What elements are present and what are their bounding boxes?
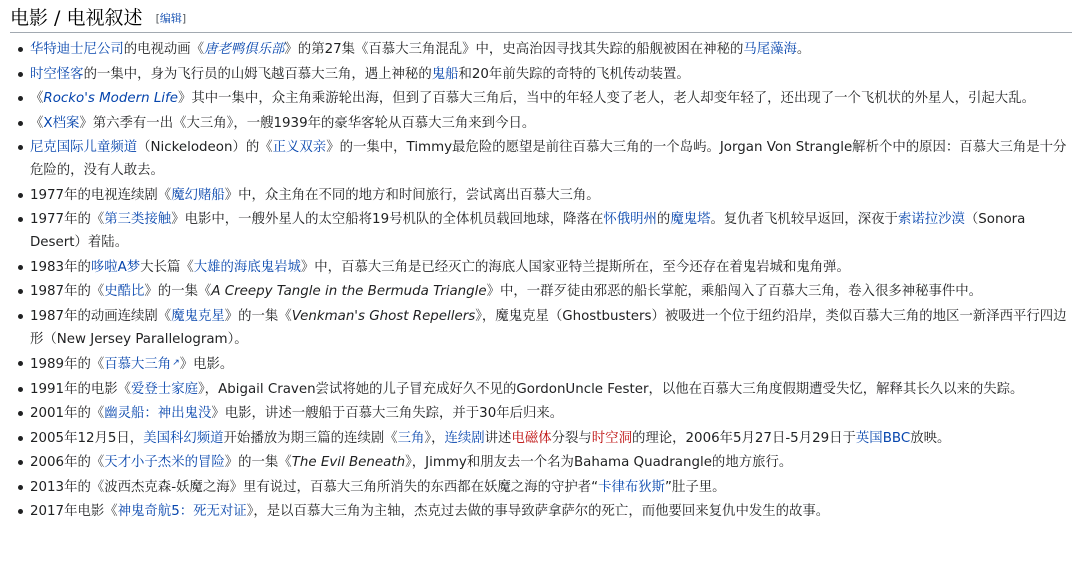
list-item-text: 《	[30, 115, 44, 131]
list-item-text: 分裂与	[551, 430, 592, 446]
list-item	[0, 63, 1070, 86]
wiki-link[interactable]: 卡律布狄斯	[598, 479, 666, 495]
list-item-text: 2013年的《波西杰克森-妖魔之海》里有说过，百慕大三角所消失的东西都在妖魔之海的守护者“	[30, 479, 599, 495]
list-item-text: 1989年的《	[30, 357, 105, 372]
list-item-text: 》的第27集《百慕大三角混乱》中，史高治因寻找其失踪的船舰被困在神秘的	[284, 42, 744, 57]
wiki-link[interactable]: 连续剧	[444, 430, 485, 446]
wiki-link[interactable]: 神鬼奇航5：死无对证	[117, 504, 247, 519]
wiki-link[interactable]: 时空洞	[591, 430, 632, 446]
list-item-text: 和20年前失踪的奇特的飞机传动装置。	[458, 66, 690, 82]
list-item-text: 的一集中，身为飞行员的山姆飞越百慕大三角，遇上神秘的	[83, 66, 432, 82]
list-item-text: The Evil Beneath	[291, 455, 406, 470]
list-item	[0, 402, 1070, 425]
wiki-link[interactable]: 爱登士家庭	[131, 381, 198, 397]
list-item-text: （Nickelodeon）的《	[137, 140, 273, 155]
list-item-text: ”肚子里。	[665, 479, 726, 495]
list-item	[0, 500, 1070, 523]
wiki-link[interactable]: 魔鬼克星	[171, 308, 225, 324]
list-item-text: 1977年的《	[30, 212, 105, 227]
list-item-text: 》中，一群歹徒由邪恶的船长掌舵，乘船闯入了百慕大三角，卷入很多神秘事件中。	[486, 284, 983, 299]
wiki-link[interactable]: 第三类接触	[104, 212, 172, 227]
list-item-text: 的理论，2006年5月27日-5月29日于	[631, 430, 856, 446]
list-item-text: 的电视动画	[123, 42, 191, 57]
list-item-text: 》，Abigail Craven尝试将她的儿子冒充成好久不见的GordonUncle Fester，以他在百慕大三角度假期遭受失忆，解释其长久以来的失踪。	[197, 381, 1024, 397]
list-item-text: 》，Jimmy和朋友去一个名为Bahama Quadrangle的地方旅行。	[405, 455, 793, 470]
edit-section	[156, 12, 187, 25]
list-item-text: Venkman's Ghost Repellers	[291, 308, 476, 324]
list-item-text: 》的一集《	[224, 455, 292, 470]
list-item-text: 》电影。	[179, 357, 234, 372]
wiki-link[interactable]: 大雄的海底鬼岩城	[193, 259, 301, 275]
section-title: 电影 / 电视叙述	[10, 7, 143, 29]
list-item-text: 2001年的《	[30, 406, 105, 421]
list-item-text: 》电影，讲述一艘船于百慕大三角失踪，并于30年后归来。	[211, 406, 564, 421]
wiki-link[interactable]: 时空怪客	[30, 66, 84, 82]
wiki-link[interactable]: 哆啦A梦	[90, 259, 141, 275]
list-item-text: 》的一集《	[144, 284, 212, 299]
list-item	[0, 476, 1070, 499]
list-item-text: 的	[656, 212, 671, 227]
wiki-link[interactable]: 天才小子杰米的冒险	[104, 455, 225, 470]
wiki-link[interactable]: 唐老鸭俱乐部	[204, 42, 285, 57]
list-item-text: 2006年的《	[30, 455, 105, 470]
list-item-text: 2017年电影《	[30, 504, 118, 519]
wiki-link[interactable]: 鬼船	[431, 66, 459, 82]
list-item-text: 》，	[424, 430, 445, 446]
list-item-text: 1991年的电影《	[30, 381, 132, 397]
list-item-text: 》第六季有一出《大三角》，一艘1939年的豪华客轮从百慕大三角来到今日。	[79, 115, 536, 131]
list-item-text: 1987年的《	[30, 284, 105, 299]
list-item-text: 大长篇《	[140, 259, 194, 275]
list-item	[0, 38, 1070, 61]
list-item	[0, 352, 1070, 376]
list-item-text: 《	[190, 42, 205, 57]
wiki-link[interactable]: BBC	[882, 430, 911, 446]
list-item	[0, 451, 1070, 474]
list-item-text: 《	[30, 91, 44, 106]
wiki-link[interactable]: 电磁体	[511, 430, 552, 446]
list-item-text: 开始播放为期三篇的连续剧《	[223, 430, 398, 446]
list-item-text: A Creepy Tangle in the Bermuda Triangle	[211, 284, 487, 299]
list-item-text: 1983年的	[30, 259, 91, 275]
wiki-link[interactable]: 美国科幻频道	[143, 430, 224, 446]
list-item-text: 》中，众主角在不同的地方和时间旅行，尝试离出百慕大三角。	[224, 187, 600, 203]
list-item	[0, 305, 1070, 351]
list-item	[0, 184, 1070, 207]
wiki-link[interactable]: 百慕大三角 ↗	[104, 357, 180, 372]
media-list	[0, 38, 1070, 525]
wiki-link[interactable]: 三角	[397, 430, 425, 446]
wiki-link[interactable]: 华特迪士尼公司	[30, 42, 124, 57]
list-item	[0, 280, 1070, 303]
list-item-text: 》，是以百慕大三角为主轴，杰克过去做的事导致萨拿萨尔的死亡，而他要回来复仇中发生的故事。	[246, 504, 830, 519]
list-item	[0, 112, 1070, 135]
list-item-text: 》，魔鬼克星（Ghostbusters）被吸进一个位于纽约沿岸，类似百慕大三角的地区一新泽西平行四边形（New Jersey Parallelogram）。	[30, 308, 1067, 347]
wiki-link[interactable]: 魔幻赌船	[171, 187, 225, 203]
wiki-link[interactable]: 史酷比	[104, 284, 145, 299]
wiki-link[interactable]: 索诺拉沙漠	[897, 212, 965, 227]
edit-bracket-close: ]	[181, 12, 187, 25]
list-item	[0, 378, 1070, 401]
section-heading	[10, 6, 1072, 33]
list-item-text: （Sonora Desert）着陆。	[30, 212, 1026, 250]
wiki-link[interactable]: 正义双亲	[272, 140, 327, 155]
list-item	[0, 136, 1070, 182]
list-item-text: 。复仇者飞机较早返回，深夜于	[710, 212, 898, 227]
edit-link[interactable]: 编辑	[159, 12, 182, 25]
wiki-link[interactable]: 英国	[855, 430, 883, 446]
wiki-link[interactable]: 尼克国际儿童频道	[30, 140, 138, 155]
wiki-link[interactable]: X档案	[43, 115, 80, 131]
list-item-text: 》中，百慕大三角是已经灭亡的海底人国家亚特兰提斯所在，至今还存在着鬼岩城和鬼角弹。	[300, 259, 850, 275]
list-item-text: 讲述	[484, 430, 512, 446]
list-item	[0, 256, 1070, 279]
list-item-text: 放映。	[910, 430, 951, 446]
wiki-link[interactable]: 魔鬼塔	[670, 212, 711, 227]
edit-bracket-open: [	[155, 12, 160, 25]
list-item-text: 》其中一集中，众主角乘游轮出海，但到了百慕大三角后，当中的年轻人变了老人，老人却变年轻了，还出现了一个飞机状的外星人，引起大乱。	[177, 91, 1035, 106]
list-item-text: 》电影中，一艘外星人的太空船将19号机队的全体机员载回地球，降落在	[171, 212, 604, 227]
wiki-link[interactable]: Rocko's Modern Life	[43, 91, 178, 106]
list-item	[0, 427, 1070, 450]
list-item	[0, 87, 1070, 110]
list-item-text: 。	[796, 42, 811, 57]
list-item	[0, 208, 1070, 254]
list-item-text: 》的一集中，Timmy最危险的愿望是前往百慕大三角的一个岛屿。Jorgan Von Strangle解析个中的原因：百慕大三角是十分危险的，没有人敢去。	[30, 140, 1067, 178]
list-item-text: 》的一集《	[224, 308, 292, 324]
wiki-link[interactable]: 幽灵船：神出鬼没	[104, 406, 212, 421]
list-item-text: 2005年12月5日，	[30, 430, 144, 446]
wiki-link[interactable]: 怀俄明州	[603, 212, 657, 227]
wiki-link[interactable]: 马尾藻海	[743, 42, 797, 57]
list-item-text: 1987年的动画连续剧《	[30, 308, 172, 324]
list-item-text: 1977年的电视连续剧《	[30, 187, 172, 203]
